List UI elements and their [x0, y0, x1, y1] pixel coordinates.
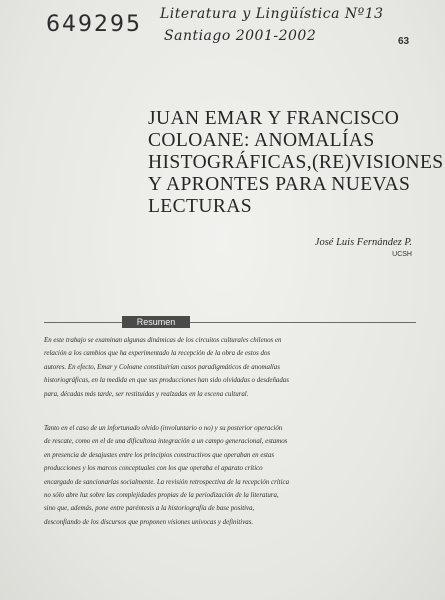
title-line: Y APRONTES PARA NUEVAS — [148, 174, 411, 195]
page-number: 63 — [398, 36, 410, 47]
article-title — [148, 108, 444, 218]
title-line: LECTURAS — [148, 196, 252, 217]
catalog-stamp-number: 649295 — [46, 12, 142, 37]
title-line: HISTOGRÁFICAS,(RE)VISIONES — [148, 152, 444, 173]
text-line: de rescate, como en el de una dificultosa integración a un campo generacional, estamos — [44, 438, 288, 446]
text-line: para, décadas más tarde, ser restituidas y realzadas en la escena cultural. — [44, 390, 249, 398]
text-line: encargado de sancionarlas socialmente. La revisión retrospectiva de la recepción crítica — [44, 478, 290, 486]
text-line: sino que, además, pone entre paréntesis a la historiografía de base positiva, — [44, 505, 255, 513]
text-line: en presencia de desajustes entre los principios constructivos que operaban en estas — [44, 451, 275, 459]
text-line: En este trabajo se examinan algunas dinámicas de los circuitos culturales chilenos en — [44, 337, 282, 344]
title-line: COLOANE: ANOMALÍAS — [148, 130, 375, 151]
abstract-paragraph-1 — [44, 334, 422, 401]
text-line: no sólo abre luz sobre las complejidades propias de la periodización de la literatura, — [44, 492, 279, 500]
author-affiliation: UCSH — [392, 251, 412, 258]
author-name: José Luis Fernández P. — [314, 237, 412, 248]
text-line: Tanto en el caso de un infortunado olvido (involuntario o no) y su posterior operación — [44, 425, 283, 432]
section-divider — [44, 322, 416, 323]
text-line: producciones y los marcos conceptuales con los que operaba el aparato crítico — [44, 465, 263, 473]
text-line: desconfiando de los discursos que proponen visiones univocas y definitivas. — [44, 518, 254, 526]
text-line: historiográficas, en la medida en que sus producciones han sido olvidadas o desdeñadas — [44, 377, 289, 385]
title-line: JUAN EMAR Y FRANCISCO — [148, 108, 400, 129]
abstract-paragraph-2 — [44, 422, 422, 529]
text-line: autores. En efecto, Emar y Coloane constituirían casos paradigmáticos de anomalías — [44, 363, 280, 371]
handwritten-place-date-note: Santiago 2001-2002 — [164, 28, 317, 44]
abstract-heading: Resumen — [122, 316, 190, 328]
handwritten-source-note: Literatura y Lingüística Nº13 — [160, 6, 384, 22]
text-line: relación a los cambios que ha experimentado la recepción de la obra de estos dos — [44, 350, 271, 358]
